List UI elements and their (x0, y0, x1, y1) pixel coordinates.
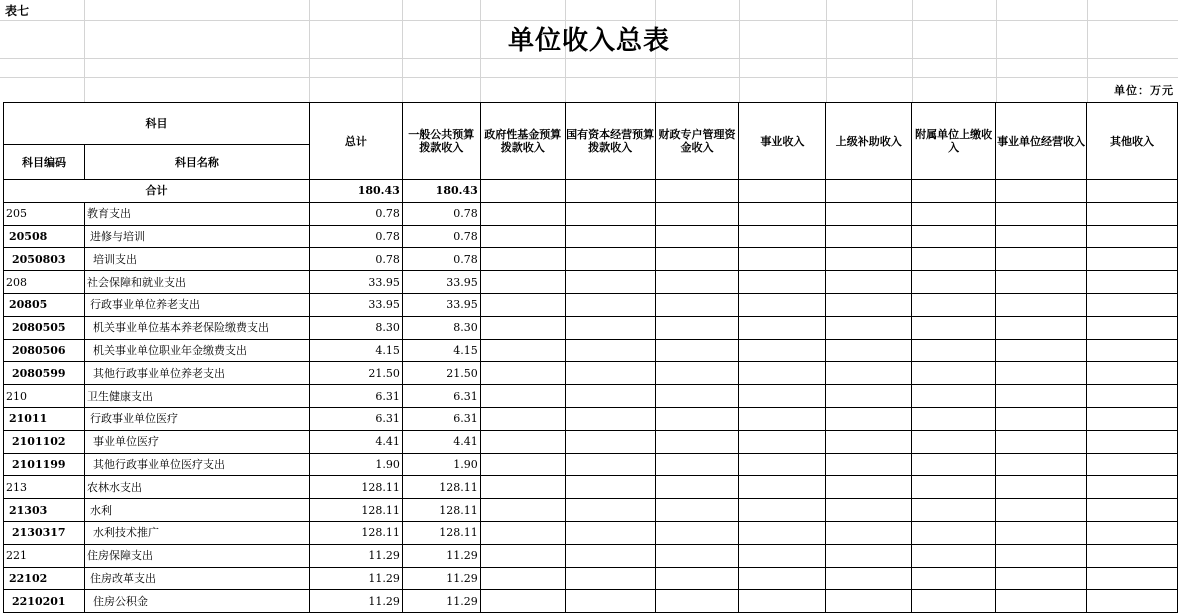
empty-cell (996, 385, 1087, 408)
table-row (4, 339, 1178, 362)
table-row (4, 590, 1178, 613)
empty-cell (1087, 271, 1178, 294)
empty-cell (655, 293, 739, 316)
table-row (4, 225, 1178, 248)
subject-name: 进修与培训 (84, 225, 309, 248)
empty-cell (739, 453, 826, 476)
empty-cell (996, 567, 1087, 590)
empty-cell (826, 407, 912, 430)
empty-cell (739, 385, 826, 408)
total-value: 6.31 (309, 407, 402, 430)
subject-name: 行政事业单位养老支出 (84, 293, 309, 316)
general-budget-value: 11.29 (402, 590, 480, 613)
other-income-header: 其他收入 (1087, 103, 1178, 180)
empty-cell (826, 453, 912, 476)
empty-cell (480, 407, 565, 430)
empty-cell (1087, 362, 1178, 385)
empty-cell (996, 499, 1087, 522)
empty-cell (912, 248, 996, 271)
name-header: 科目名称 (84, 145, 309, 180)
fiscal-special-header: 财政专户管理资金收入 (655, 103, 739, 180)
empty-cell (565, 590, 655, 613)
subject-name: 其他行政事业单位养老支出 (84, 362, 309, 385)
total-value: 4.41 (309, 430, 402, 453)
table-row (4, 476, 1178, 499)
empty-cell (655, 339, 739, 362)
subject-code: 21011 (4, 407, 85, 430)
empty-cell (565, 407, 655, 430)
total-value: 33.95 (309, 271, 402, 294)
empty-cell (996, 316, 1087, 339)
total-value: 128.11 (309, 476, 402, 499)
empty-cell (826, 339, 912, 362)
empty-cell (912, 202, 996, 225)
total-value: 128.11 (309, 499, 402, 522)
empty-cell (480, 339, 565, 362)
subject-code: 213 (4, 476, 85, 499)
empty-cell (996, 202, 1087, 225)
empty-cell (996, 521, 1087, 544)
total-value: 0.78 (309, 225, 402, 248)
subject-code: 210 (4, 385, 85, 408)
subject-code: 2050803 (4, 248, 85, 271)
empty-cell (565, 499, 655, 522)
empty-cell (912, 407, 996, 430)
subject-code: 2130317 (4, 521, 85, 544)
income-summary-table (3, 102, 1178, 613)
empty-cell (739, 339, 826, 362)
empty-cell (739, 202, 826, 225)
empty-cell (826, 430, 912, 453)
empty-cell (912, 567, 996, 590)
empty-cell (655, 407, 739, 430)
empty-cell (739, 225, 826, 248)
empty-cell (996, 453, 1087, 476)
total-value: 21.50 (309, 362, 402, 385)
empty-cell (912, 271, 996, 294)
subject-code: 22102 (4, 567, 85, 590)
state-capital-header: 国有资本经营预算拨款收入 (565, 103, 655, 180)
general-budget-value: 11.29 (402, 544, 480, 567)
total-value: 1.90 (309, 453, 402, 476)
empty-cell (826, 202, 912, 225)
empty-cell (826, 362, 912, 385)
empty-cell (480, 271, 565, 294)
general-budget-value: 128.11 (402, 521, 480, 544)
empty-cell (739, 316, 826, 339)
empty-cell (655, 248, 739, 271)
empty-cell (1087, 544, 1178, 567)
empty-cell (826, 499, 912, 522)
affiliated-header: 附属单位上缴收入 (912, 103, 996, 180)
empty-cell (565, 248, 655, 271)
empty-cell (1087, 248, 1178, 271)
general-budget-value: 33.95 (402, 293, 480, 316)
table-row (4, 430, 1178, 453)
general-budget-value: 8.30 (402, 316, 480, 339)
empty-cell (565, 293, 655, 316)
empty-cell (1087, 430, 1178, 453)
empty-cell (912, 385, 996, 408)
empty-cell (565, 339, 655, 362)
empty-cell (1087, 316, 1178, 339)
empty-cell (480, 202, 565, 225)
empty-cell (826, 225, 912, 248)
empty-cell (826, 316, 912, 339)
empty-cell (655, 316, 739, 339)
empty-cell (826, 544, 912, 567)
total-value: 11.29 (309, 567, 402, 590)
empty-cell (739, 590, 826, 613)
empty-cell (655, 202, 739, 225)
empty-cell (655, 590, 739, 613)
empty-cell (480, 430, 565, 453)
empty-cell (826, 385, 912, 408)
total-value: 8.30 (309, 316, 402, 339)
table-row (4, 293, 1178, 316)
empty-cell (996, 430, 1087, 453)
empty-cell (480, 567, 565, 590)
table-row (4, 248, 1178, 271)
empty-cell (912, 544, 996, 567)
general-budget-value: 4.41 (402, 430, 480, 453)
empty-cell (739, 476, 826, 499)
subject-name: 水利技术推广 (84, 521, 309, 544)
table-row (4, 316, 1178, 339)
total-value: 128.11 (309, 521, 402, 544)
empty-cell (739, 407, 826, 430)
empty-cell (912, 339, 996, 362)
subject-code: 2080505 (4, 316, 85, 339)
empty-cell (1087, 407, 1178, 430)
unit-label: 单位：万元 (1114, 84, 1174, 97)
empty-cell (739, 293, 826, 316)
empty-cell (1087, 202, 1178, 225)
total-value: 0.78 (309, 202, 402, 225)
header-row-1 (4, 103, 1178, 145)
table-row (4, 362, 1178, 385)
empty-cell (480, 544, 565, 567)
empty-cell (565, 476, 655, 499)
subject-code: 2101199 (4, 453, 85, 476)
empty-cell (565, 453, 655, 476)
empty-cell (1087, 293, 1178, 316)
empty-cell (655, 430, 739, 453)
empty-cell (655, 271, 739, 294)
general-budget-header: 一般公共预算拨款收入 (402, 103, 480, 180)
empty-cell (480, 293, 565, 316)
subject-code: 2101102 (4, 430, 85, 453)
subject-code: 2210201 (4, 590, 85, 613)
empty-cell (912, 293, 996, 316)
empty-cell (480, 453, 565, 476)
subject-name: 卫生健康支出 (84, 385, 309, 408)
sheet-label: 表七 (5, 4, 30, 18)
table-row (4, 385, 1178, 408)
total-row-general: 180.43 (402, 180, 480, 203)
subject-name: 住房公积金 (84, 590, 309, 613)
superior-subsidy-header: 上级补助收入 (826, 103, 912, 180)
total-value: 11.29 (309, 544, 402, 567)
total-value: 6.31 (309, 385, 402, 408)
empty-cell (996, 476, 1087, 499)
empty-cell (1087, 521, 1178, 544)
empty-cell (480, 385, 565, 408)
table-row (4, 521, 1178, 544)
subject-code: 21303 (4, 499, 85, 522)
subject-name: 培训支出 (84, 248, 309, 271)
subject-code: 221 (4, 544, 85, 567)
total-row-label: 合计 (4, 180, 310, 203)
empty-cell (912, 499, 996, 522)
total-row-total: 180.43 (309, 180, 402, 203)
total-value: 0.78 (309, 248, 402, 271)
empty-cell (996, 271, 1087, 294)
empty-cell (1087, 590, 1178, 613)
gov-fund-header: 政府性基金预算拨款收入 (480, 103, 565, 180)
subject-code: 20805 (4, 293, 85, 316)
empty-cell (655, 521, 739, 544)
empty-cell (480, 248, 565, 271)
empty-cell (912, 476, 996, 499)
empty-cell (912, 590, 996, 613)
empty-cell (739, 521, 826, 544)
empty-cell (480, 476, 565, 499)
total-value: 4.15 (309, 339, 402, 362)
subject-name: 社会保障和就业支出 (84, 271, 309, 294)
empty-cell (912, 430, 996, 453)
table-row (4, 453, 1178, 476)
total-value: 33.95 (309, 293, 402, 316)
empty-cell (739, 362, 826, 385)
empty-cell (655, 453, 739, 476)
empty-cell (826, 271, 912, 294)
general-budget-value: 6.31 (402, 385, 480, 408)
operating-header: 事业单位经营收入 (996, 103, 1087, 180)
empty-cell (996, 407, 1087, 430)
subject-name: 教育支出 (84, 202, 309, 225)
empty-cell (655, 567, 739, 590)
empty-cell (996, 544, 1087, 567)
empty-cell (739, 430, 826, 453)
general-budget-value: 6.31 (402, 407, 480, 430)
empty-cell (996, 362, 1087, 385)
empty-cell (996, 225, 1087, 248)
total-header: 总计 (309, 103, 402, 180)
empty-cell (912, 362, 996, 385)
general-budget-value: 33.95 (402, 271, 480, 294)
table-row (4, 544, 1178, 567)
subject-name: 住房保障支出 (84, 544, 309, 567)
empty-cell (565, 430, 655, 453)
empty-cell (826, 567, 912, 590)
subject-name: 行政事业单位医疗 (84, 407, 309, 430)
table-row (4, 499, 1178, 522)
subject-name: 机关事业单位基本养老保险缴费支出 (84, 316, 309, 339)
table-row (4, 407, 1178, 430)
empty-cell (565, 385, 655, 408)
subject-header: 科目 (4, 103, 310, 145)
empty-cell (996, 248, 1087, 271)
general-budget-value: 0.78 (402, 225, 480, 248)
empty-cell (1087, 453, 1178, 476)
empty-cell (480, 225, 565, 248)
empty-cell (655, 225, 739, 248)
empty-cell (1087, 339, 1178, 362)
empty-cell (1087, 567, 1178, 590)
general-budget-value: 0.78 (402, 202, 480, 225)
subject-name: 机关事业单位职业年金缴费支出 (84, 339, 309, 362)
empty-cell (655, 544, 739, 567)
empty-cell (739, 499, 826, 522)
empty-cell (739, 248, 826, 271)
general-budget-value: 4.15 (402, 339, 480, 362)
empty-cell (739, 567, 826, 590)
page-title: 单位收入总表 (507, 26, 670, 56)
empty-cell (1087, 476, 1178, 499)
subject-name: 水利 (84, 499, 309, 522)
empty-cell (565, 544, 655, 567)
empty-cell (655, 499, 739, 522)
subject-name: 事业单位医疗 (84, 430, 309, 453)
empty-cell (565, 316, 655, 339)
general-budget-value: 11.29 (402, 567, 480, 590)
table-row (4, 567, 1178, 590)
table-row (4, 271, 1178, 294)
empty-cell (996, 293, 1087, 316)
subject-name: 住房改革支出 (84, 567, 309, 590)
empty-cell (565, 202, 655, 225)
general-budget-value: 0.78 (402, 248, 480, 271)
total-value: 11.29 (309, 590, 402, 613)
empty-cell (826, 590, 912, 613)
general-budget-value: 21.50 (402, 362, 480, 385)
code-header: 科目编码 (4, 145, 85, 180)
general-budget-value: 128.11 (402, 476, 480, 499)
empty-cell (826, 521, 912, 544)
empty-cell (996, 590, 1087, 613)
empty-cell (565, 521, 655, 544)
empty-cell (480, 362, 565, 385)
empty-cell (1087, 225, 1178, 248)
empty-cell (480, 316, 565, 339)
empty-cell (565, 225, 655, 248)
empty-cell (655, 385, 739, 408)
subject-code: 2080599 (4, 362, 85, 385)
empty-cell (565, 362, 655, 385)
total-row (4, 180, 1178, 203)
empty-cell (912, 316, 996, 339)
subject-code: 2080506 (4, 339, 85, 362)
empty-cell (1087, 499, 1178, 522)
subject-name: 农林水支出 (84, 476, 309, 499)
empty-cell (826, 476, 912, 499)
empty-cell (565, 271, 655, 294)
empty-cell (996, 339, 1087, 362)
subject-code: 205 (4, 202, 85, 225)
empty-cell (826, 293, 912, 316)
empty-cell (739, 544, 826, 567)
empty-cell (912, 521, 996, 544)
general-budget-value: 1.90 (402, 453, 480, 476)
business-income-header: 事业收入 (739, 103, 826, 180)
empty-cell (912, 453, 996, 476)
subject-code: 20508 (4, 225, 85, 248)
empty-cell (826, 248, 912, 271)
empty-cell (565, 567, 655, 590)
table-row (4, 202, 1178, 225)
subject-name: 其他行政事业单位医疗支出 (84, 453, 309, 476)
empty-cell (912, 225, 996, 248)
empty-cell (480, 590, 565, 613)
empty-cell (480, 499, 565, 522)
general-budget-value: 128.11 (402, 499, 480, 522)
empty-cell (655, 476, 739, 499)
subject-code: 208 (4, 271, 85, 294)
empty-cell (655, 362, 739, 385)
empty-cell (480, 521, 565, 544)
empty-cell (739, 271, 826, 294)
empty-cell (1087, 385, 1178, 408)
